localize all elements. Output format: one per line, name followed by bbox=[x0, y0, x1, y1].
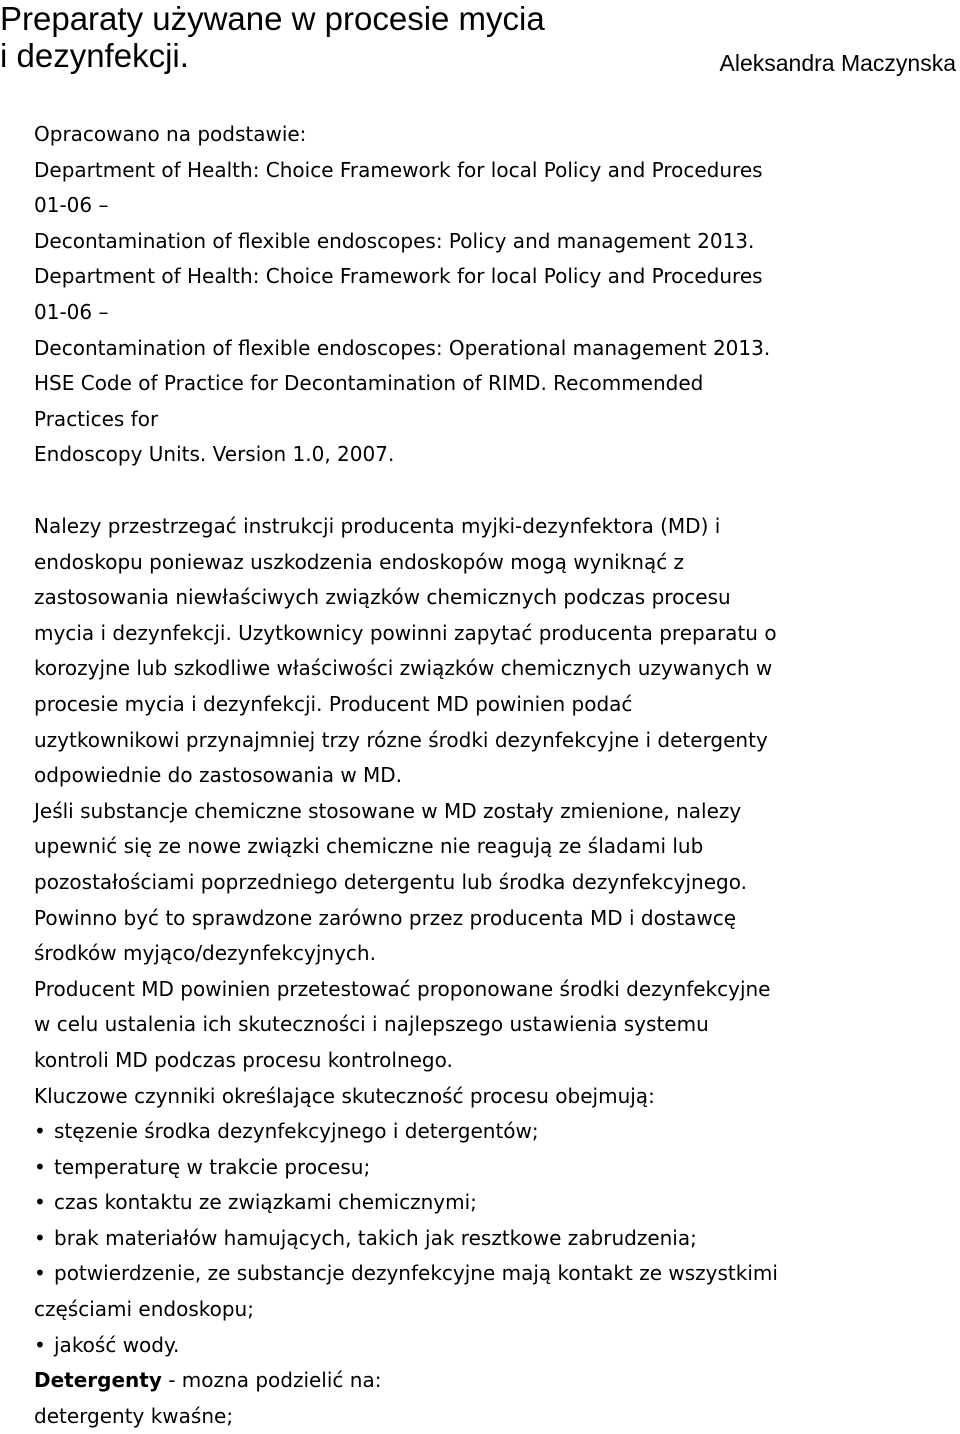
paragraph-line: Jeśli substancje chemiczne stosowane w MD zostały zmienione, nalezy bbox=[34, 798, 742, 823]
bullet-item: • brak materiałów hamujących, takich jak resztkowe zabrudzenia; bbox=[34, 1221, 934, 1257]
bullet-item: • stęzenie środka dezynfekcyjnego i detergentów; bbox=[34, 1114, 934, 1150]
source-line: Endoscopy Units. Version 1.0, 2007. bbox=[34, 442, 395, 467]
paragraph-line: kontroli MD podczas procesu kontrolnego. bbox=[34, 1047, 453, 1072]
source-line: Decontamination of flexible endoscopes: Operational management 2013. bbox=[34, 335, 771, 360]
source-line: Decontamination of flexible endoscopes: Policy and management 2013. bbox=[34, 228, 755, 253]
detergents-text: - mozna podzielić na: bbox=[161, 1368, 382, 1393]
source-line: 01-06 – bbox=[34, 193, 109, 218]
paragraph-line: detergenty kwaśne; bbox=[34, 1403, 234, 1428]
source-line: HSE Code of Practice for Decontamination of RIMD. Recommended bbox=[34, 371, 704, 396]
title-line: i dezynfekcji. bbox=[0, 37, 189, 74]
bullet-continuation: częściami endoskopu; bbox=[34, 1297, 254, 1322]
paragraph-line: uzytkownikowi przynajmniej trzy rózne środki dezynfekcyjne i detergenty bbox=[34, 727, 768, 752]
sources-section bbox=[34, 117, 934, 473]
document-header bbox=[0, 0, 960, 74]
paragraph-line: Powinno być to sprawdzone zarówno przez producenta MD i dostawcę bbox=[34, 905, 737, 930]
paragraph-line: mycia i dezynfekcji. Uzytkownicy powinni zapytać producenta preparatu o bbox=[34, 620, 777, 645]
author-name: Aleksandra Maczynska bbox=[719, 50, 956, 76]
paragraph-line: odpowiednie do zastosowania w MD. bbox=[34, 763, 403, 788]
bullet-item: • jakość wody. bbox=[34, 1328, 934, 1364]
source-line: Practices for bbox=[34, 406, 159, 431]
paragraph-line: Nalezy przestrzegać instrukcji producenta myjki-dezynfektora (MD) i bbox=[34, 514, 721, 538]
paragraph-line: pozostałościami poprzedniego detergentu lub środka dezynfekcyjnego. bbox=[34, 869, 747, 894]
paragraph-line: zastosowania niewłaściwych związków chemicznych podczas procesu bbox=[34, 585, 731, 610]
bullet-item: • temperaturę w trakcie procesu; bbox=[34, 1150, 934, 1186]
source-line: 01-06 – bbox=[34, 299, 109, 324]
source-line: Opracowano na podstawie: bbox=[34, 122, 307, 146]
paragraph-line: procesie mycia i dezynfekcji. Producent MD powinien podać bbox=[34, 691, 633, 716]
paragraph-line: upewnić się ze nowe związki chemiczne nie reagują ze śladami lub bbox=[34, 834, 704, 859]
document-title bbox=[0, 0, 700, 74]
paragraph-line: endoskopu poniewaz uszkodzenia endoskopów mogą wyniknąć z bbox=[34, 549, 685, 574]
bullet-item: • potwierdzenie, ze substancje dezynfekcyjne mają kontakt ze wszystkimi bbox=[34, 1256, 934, 1292]
paragraph-line: korozyjne lub szkodliwe właściwości związków chemicznych uzywanych w bbox=[34, 656, 773, 681]
main-section bbox=[34, 509, 934, 1434]
paragraph-line: Producent MD powinien przetestować proponowane środki dezynfekcyjne bbox=[34, 976, 771, 1001]
source-line: Department of Health: Choice Framework for local Policy and Procedures bbox=[34, 157, 763, 182]
detergents-label: Detergenty bbox=[34, 1368, 162, 1393]
source-line: Department of Health: Choice Framework for local Policy and Procedures bbox=[34, 264, 763, 289]
paragraph-line: w celu ustalenia ich skuteczności i najlepszego ustawienia systemu bbox=[34, 1012, 709, 1037]
detergents-line bbox=[34, 1363, 934, 1399]
title-line: Preparaty używane w procesie mycia bbox=[0, 0, 545, 37]
bullet-item: • czas kontaktu ze związkami chemicznymi; bbox=[34, 1185, 934, 1221]
paragraph-line: środków myjąco/dezynfekcyjnych. bbox=[34, 941, 376, 966]
paragraph-line: Kluczowe czynniki określające skuteczność procesu obejmują: bbox=[34, 1083, 655, 1108]
